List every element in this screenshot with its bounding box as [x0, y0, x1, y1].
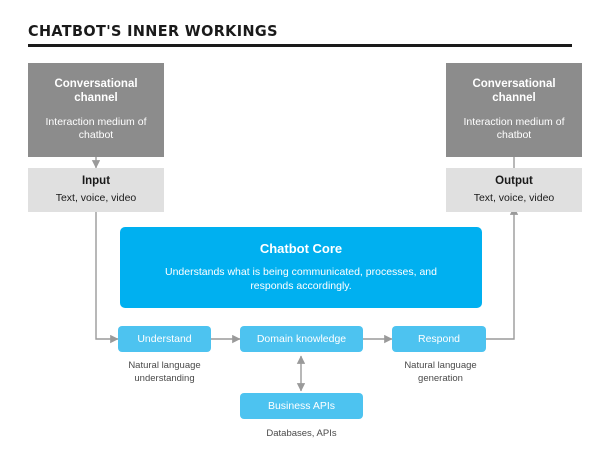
pill-understand-label: Understand: [137, 333, 192, 345]
pill-business-apis[interactable]: [240, 393, 363, 419]
output-subtitle: Text, voice, video: [473, 191, 555, 204]
caption-business-apis: Databases, APIs: [266, 428, 337, 439]
caption-understand: Natural language understanding: [128, 360, 201, 384]
page-title: CHATBOT'S INNER WORKINGS: [28, 22, 278, 40]
output-box: [446, 168, 582, 212]
pill-domain-knowledge-label: Domain knowledge: [256, 333, 347, 345]
arrow-input-to-understand: [96, 207, 118, 339]
conversational-channel-right-box: [446, 63, 582, 157]
conversational-channel-left-box: [28, 63, 164, 157]
input-subtitle: Text, voice, video: [55, 191, 137, 204]
pill-respond[interactable]: [392, 326, 486, 352]
channel-left-title: Conversational channel: [54, 77, 138, 105]
pill-business-apis-label: Business APIs: [267, 400, 336, 412]
pill-domain-knowledge[interactable]: [240, 326, 363, 352]
caption-respond: Natural language generation: [404, 360, 477, 384]
pill-respond-label: Respond: [417, 333, 461, 345]
core-subtitle: Understands what is being communicated, processes, and responds accordingly.: [165, 266, 437, 293]
channel-right-subtitle: Interaction medium of chatbot: [463, 115, 565, 142]
channel-right-title: Conversational channel: [472, 77, 556, 105]
core-title: Chatbot Core: [259, 241, 343, 257]
output-title: Output: [495, 175, 533, 188]
pill-understand[interactable]: [118, 326, 211, 352]
channel-left-subtitle: Interaction medium of chatbot: [45, 115, 147, 142]
chatbot-core-box: [120, 227, 482, 308]
arrow-respond-to-output: [486, 207, 514, 339]
input-title: Input: [81, 175, 111, 188]
input-box: [28, 168, 164, 212]
